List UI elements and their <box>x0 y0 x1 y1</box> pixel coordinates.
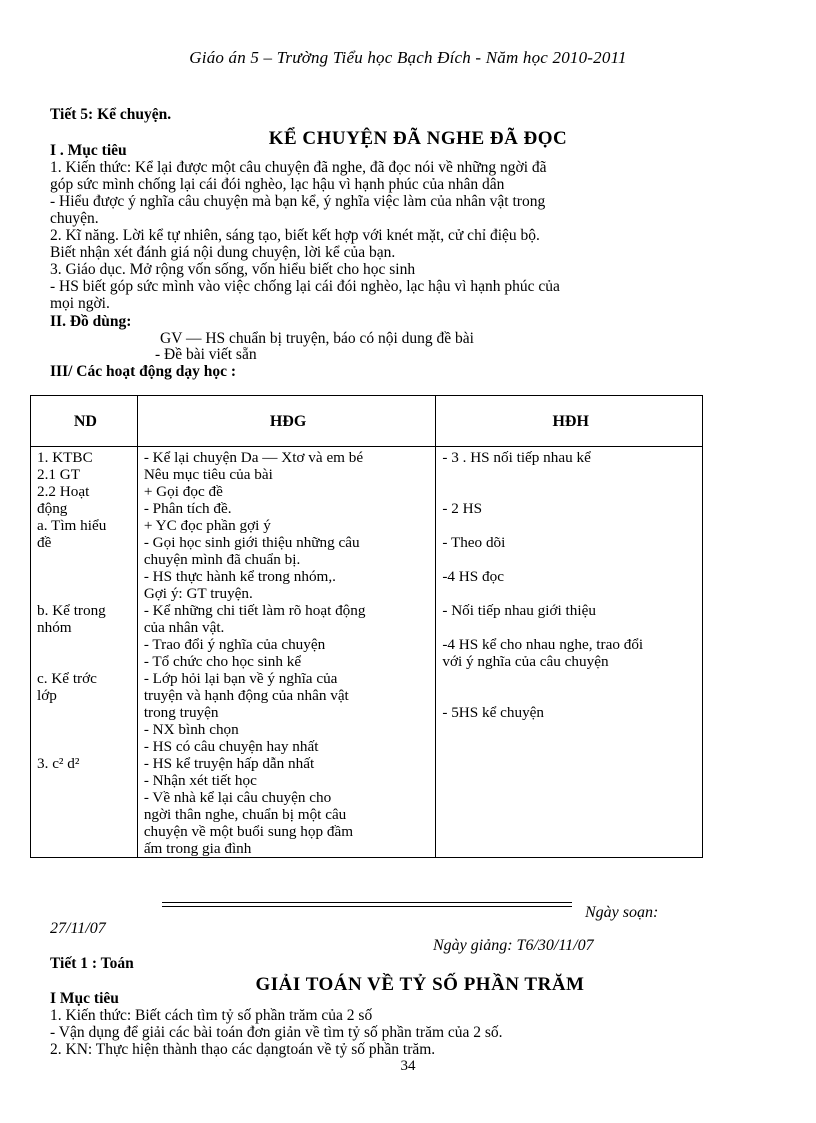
content-column <box>31 447 138 858</box>
objective-line: - Hiểu được ý nghĩa câu chuyện mà bạn kể, ý nghĩa việc làm của nhân vật trong <box>50 193 546 210</box>
objective-line: - HS biết góp sức mình vào việc chống lại cái đói nghèo, lạc hậu vì hạnh phúc của <box>50 278 560 295</box>
lesson1-objectives-heading: I . Mục tiêu <box>50 142 127 159</box>
objective-line: - Vận dụng để giải các bài toán đơn giản về tìm tỷ số phần trăm của 2 số. <box>50 1024 503 1041</box>
student-activity-line: - 5HS kể chuyện <box>442 704 545 721</box>
date-prep-label: Ngày soạn: <box>585 904 659 921</box>
student-activity-line <box>442 466 699 483</box>
teacher-activity-line: chuyện mình đã chuẩn bị. <box>143 551 301 568</box>
teacher-activity-line: - Trao đổi ý nghĩa của chuyện <box>143 636 326 653</box>
content-line <box>37 636 134 653</box>
student-activity-line <box>442 687 699 704</box>
student-activity-line: - Nối tiếp nhau giới thiệu <box>442 602 596 619</box>
objective-line: 3. Giáo dục. Mở rộng vốn sống, vốn hiểu biết cho học sinh <box>50 261 416 278</box>
teacher-activity-line: Nêu mục tiêu của bài <box>143 466 273 483</box>
teacher-activity-line: Gợi ý: GT truyện. <box>143 585 253 602</box>
objective-line: 1. Kiến thức: Biết cách tìm tỷ số phần trăm của 2 số <box>50 1007 373 1024</box>
divider <box>162 906 572 907</box>
content-line: c. Kể trớc <box>37 670 97 687</box>
content-line <box>37 721 134 738</box>
lesson1-period: Tiết 5: Kể chuyện. <box>50 106 172 123</box>
materials-line: - Đề bài viết sẵn <box>155 346 257 363</box>
content-line: động <box>37 500 68 517</box>
teacher-activity-line: ấm trong gia đình <box>143 840 252 857</box>
content-line <box>37 704 134 721</box>
teacher-activity-line: - Kể những chi tiết làm rõ hoạt động <box>143 602 366 619</box>
teacher-activity-line: - Kể lại chuyện Da — Xtơ và em bé <box>143 449 364 466</box>
student-activity-line <box>442 517 699 534</box>
teacher-activity-line: - Nhận xét tiết học <box>143 772 257 789</box>
student-activity-line <box>442 551 699 568</box>
teacher-activity-line: ngời thân nghe, chuẩn bị một câu <box>143 806 347 823</box>
student-activity-line <box>442 670 699 687</box>
student-activity-line: - 2 HS <box>442 500 483 517</box>
teacher-activity-line: + Gọi đọc đề <box>143 483 223 500</box>
lesson2-objectives-heading: I Mục tiêu <box>50 990 119 1007</box>
content-line <box>37 653 134 670</box>
content-line: 3. c² d² <box>37 755 80 772</box>
lesson2-title: GIẢI TOÁN VỀ TỶ SỐ PHẦN TRĂM <box>255 974 585 995</box>
teacher-activity-line: truyện và hạnh động của nhân vật <box>143 687 349 704</box>
content-line: a. Tìm hiểu <box>37 517 107 534</box>
teacher-activity-line: - Gọi học sinh giới thiệu những câu <box>143 534 360 551</box>
lesson1-title: KỂ CHUYỆN ĐÃ NGHE ĐÃ ĐỌC <box>268 128 568 149</box>
content-line: 1. KTBC <box>37 449 93 466</box>
content-line <box>37 738 134 755</box>
objective-line: mọi ngời. <box>50 295 110 312</box>
student-activity-line: với ý nghĩa của câu chuyện <box>442 653 609 670</box>
objective-line: chuyện. <box>50 210 99 227</box>
table-row <box>31 447 703 858</box>
activities-table <box>30 395 703 858</box>
page-header: Giáo án 5 – Trường Tiểu học Bạch Đích - Năm học 2010-2011 <box>189 48 627 67</box>
student-activity-line: -4 HS kể cho nhau nghe, trao đổi <box>442 636 644 653</box>
teacher-activity-line: - Về nhà kể lại câu chuyện cho <box>143 789 332 806</box>
teacher-activity-line: trong truyện <box>143 704 219 721</box>
objective-line: Biết nhận xét đánh giá nội dung chuyện, lời kể của bạn. <box>50 244 396 261</box>
objective-line: 2. Kĩ năng. Lời kể tự nhiên, sáng tạo, biết kết hợp với knét mặt, cử chỉ điệu bộ. <box>50 227 540 244</box>
header-hdh: HĐH <box>436 396 703 447</box>
student-activity-line: - Theo dõi <box>442 534 506 551</box>
content-line: nhóm <box>37 619 72 636</box>
teacher-activity-line: của nhân vật. <box>143 619 225 636</box>
content-line <box>37 585 134 602</box>
content-line: b. Kể trong <box>37 602 106 619</box>
student-activity-line <box>442 585 699 602</box>
teacher-activity-column <box>137 447 436 858</box>
content-line <box>37 551 134 568</box>
teacher-activity-line: - NX bình chọn <box>143 721 239 738</box>
lesson2-period: Tiết 1 : Toán <box>50 955 134 972</box>
divider <box>162 902 572 903</box>
student-activity-line <box>442 483 699 500</box>
teacher-activity-line: - Phân tích đề. <box>143 500 232 517</box>
materials-heading: II. Đồ dùng: <box>50 313 132 330</box>
teacher-activity-line: chuyện về một buổi sung họp đầm <box>143 823 354 840</box>
objective-line: 1. Kiến thức: Kể lại được một câu chuyện đã nghe, đã đọc nói về những ngời đã <box>50 159 547 176</box>
header-nd: ND <box>31 396 138 447</box>
objective-line: góp sức mình chống lại cái đói nghèo, lạc hậu vì hạnh phúc của nhân dân <box>50 176 505 193</box>
content-line: 2.2 Hoạt <box>37 483 90 500</box>
teacher-activity-line: - HS kể truyện hấp dẫn nhất <box>143 755 315 772</box>
student-activity-column <box>436 447 703 858</box>
activities-heading: III/ Các hoạt động dạy học : <box>50 363 237 380</box>
objective-line: 2. KN: Thực hiện thành thạo các dạngtoán về tỷ số phần trăm. <box>50 1041 436 1058</box>
content-line: đề <box>37 534 52 551</box>
content-line: lớp <box>37 687 57 704</box>
teacher-activity-line: - Tổ chức cho học sinh kể <box>143 653 302 670</box>
page-number: 34 <box>400 1058 416 1074</box>
student-activity-line: - 3 . HS nối tiếp nhau kể <box>442 449 591 466</box>
content-line <box>37 568 134 585</box>
teacher-activity-line: - HS có câu chuyện hay nhất <box>143 738 319 755</box>
teacher-activity-line: + YC đọc phần gợi ý <box>143 517 271 534</box>
content-line: 2.1 GT <box>37 466 81 483</box>
date-prep: 27/11/07 <box>50 920 106 937</box>
student-activity-line <box>442 619 699 636</box>
teacher-activity-line: - HS thực hành kể trong nhóm,. <box>143 568 336 585</box>
table-header-row <box>31 396 703 447</box>
date-teach: Ngày giảng: T6/30/11/07 <box>433 937 594 954</box>
header-hdg: HĐG <box>137 396 436 447</box>
student-activity-line: -4 HS đọc <box>442 568 504 585</box>
teacher-activity-line: - Lớp hỏi lại bạn về ý nghĩa của <box>143 670 338 687</box>
materials-line: GV — HS chuẩn bị truyện, báo có nội dung đề bài <box>160 330 474 347</box>
